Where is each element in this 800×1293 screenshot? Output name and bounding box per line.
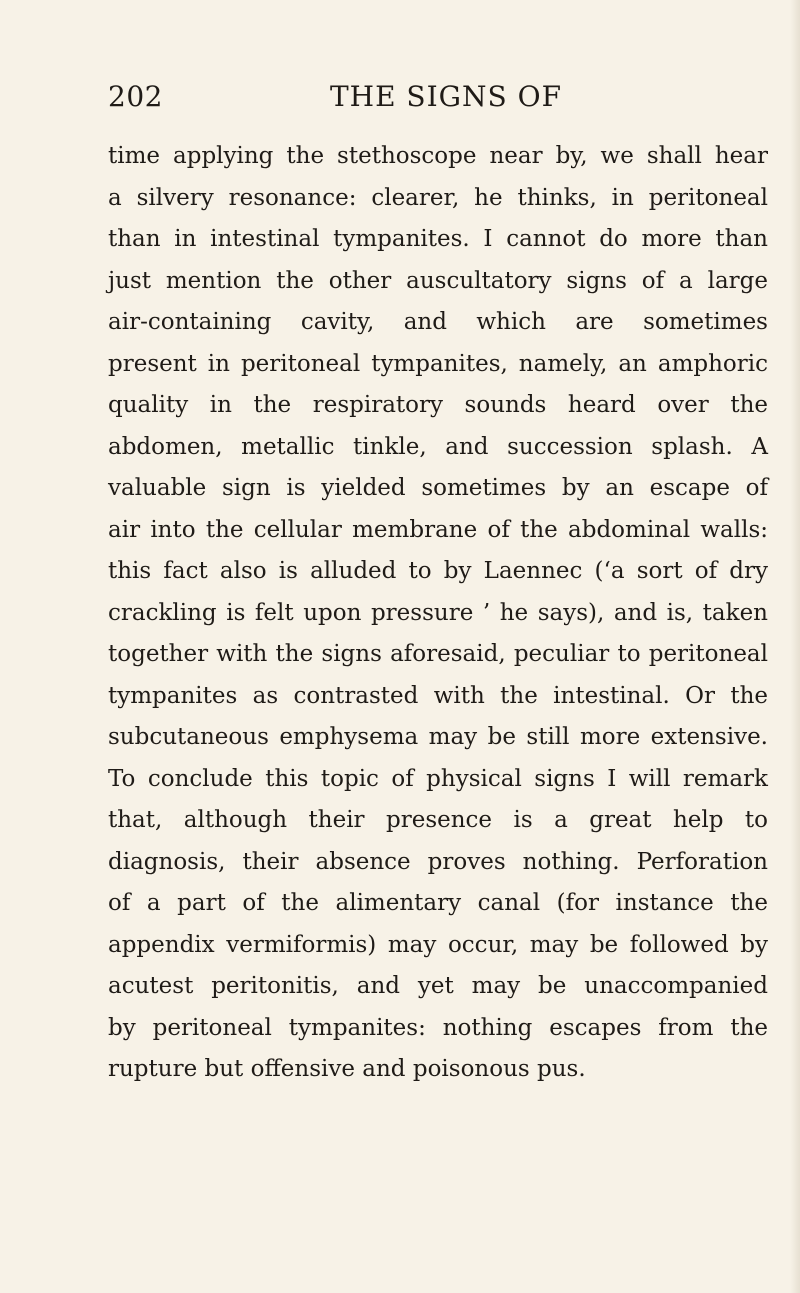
text-line: appendix vermiformis) may occur, may be followed by bbox=[108, 931, 768, 958]
text-line: crackling is felt upon pressure ’ he says), and is, taken bbox=[108, 599, 768, 626]
text-line: subcutaneous emphysema may be still more extensive. bbox=[108, 724, 768, 750]
text-line: air-containing cavity, and which are sometimes bbox=[108, 309, 768, 335]
text-line: diagnosis, their absence proves nothing. Perforation bbox=[108, 848, 768, 875]
page-edge-shadow bbox=[790, 0, 800, 1293]
text-line: of a part of the alimentary canal (for instance the bbox=[108, 890, 768, 916]
text-line: acutest peritonitis, and yet may be unaccompanied bbox=[108, 973, 768, 999]
text-line: just mention the other auscultatory signs of a large bbox=[108, 267, 768, 294]
text-line: by peritoneal tympanites: nothing escapes from the bbox=[108, 1014, 768, 1041]
text-line: that, although their presence is a great help to bbox=[108, 807, 768, 833]
text-line: a silvery resonance: clearer, he thinks, in peritoneal bbox=[108, 184, 768, 211]
text-line: rupture but offensive and poisonous pus. bbox=[108, 1056, 586, 1082]
text-line: together with the signs aforesaid, peculiar to peritoneal bbox=[108, 641, 768, 667]
text-line: valuable sign is yielded sometimes by an escape of bbox=[108, 475, 768, 501]
text-line: air into the cellular membrane of the abdominal walls: bbox=[108, 516, 768, 543]
text-line: this fact also is alluded to by Laennec (‘a sort of dry bbox=[108, 558, 768, 584]
text-line: present in peritoneal tympanites, namely, an amphoric bbox=[108, 350, 768, 377]
text-line: than in intestinal tympanites. I cannot do more than bbox=[108, 226, 768, 252]
running-head: THE SIGNS OF bbox=[330, 80, 563, 113]
page-header bbox=[108, 80, 708, 120]
text-line: To conclude this topic of physical signs I will remark bbox=[108, 765, 768, 792]
text-line: quality in the respiratory sounds heard over the bbox=[108, 392, 768, 418]
text-line: abdomen, metallic tinkle, and succession splash. A bbox=[108, 433, 768, 460]
body-paragraph bbox=[108, 136, 768, 1091]
page-number: 202 bbox=[108, 80, 163, 113]
text-line: time applying the stethoscope near by, we shall hear bbox=[108, 143, 768, 169]
text-line: tympanites as contrasted with the intestinal. Or the bbox=[108, 682, 768, 709]
